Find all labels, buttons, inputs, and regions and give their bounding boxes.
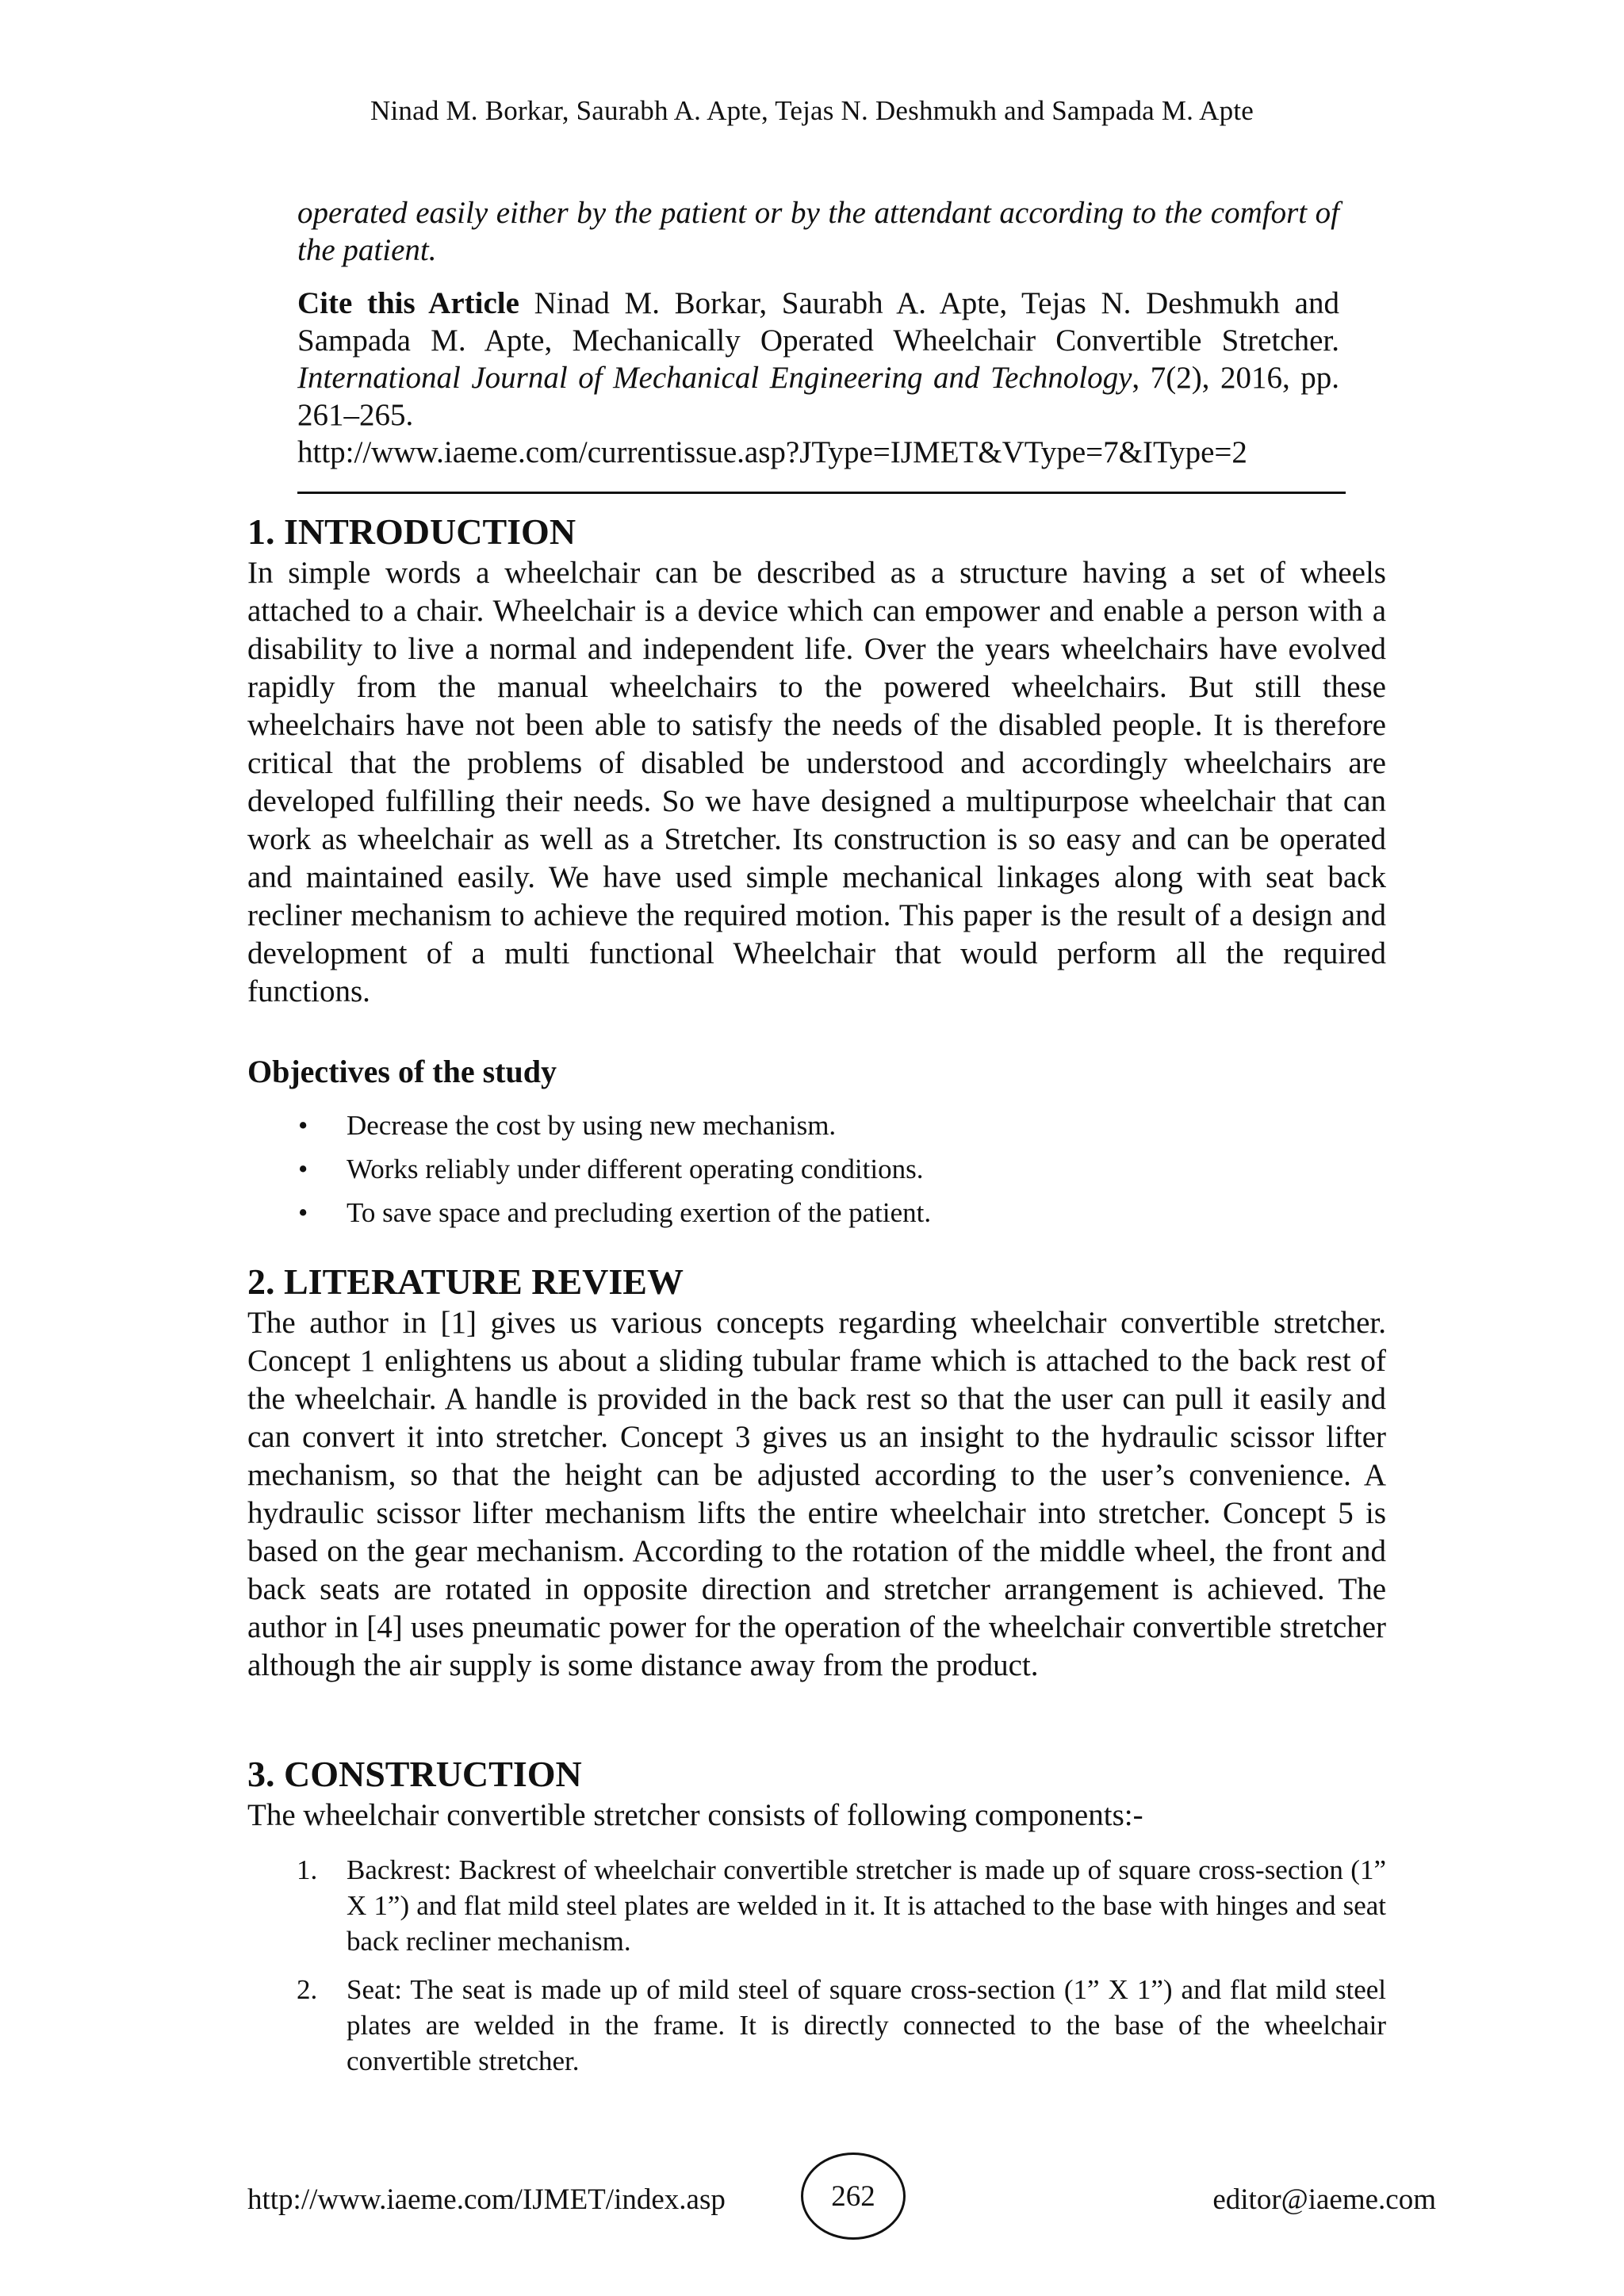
- objective-text: To save space and precluding exertion of the patient.: [347, 1197, 932, 1228]
- citation-label: Cite this Article: [297, 286, 519, 320]
- component-text: Seat: The seat is made up of mild steel of square cross-section (1” X 1”) and flat mild steel plates are welded in the frame. It is directly connected to the base of the wheelchair convertible stretcher.: [347, 1974, 1386, 2076]
- construction-heading: 3. CONSTRUCTION: [247, 1754, 582, 1794]
- introduction-heading: 1. INTRODUCTION: [247, 511, 576, 552]
- bullet-icon: •: [298, 1154, 308, 1184]
- footer-url-link[interactable]: http://www.iaeme.com/IJMET/index.asp: [247, 2183, 726, 2216]
- objective-text: Decrease the cost by using new mechanism.: [347, 1110, 837, 1141]
- page-number-badge: [801, 2152, 906, 2240]
- list-item: [247, 1972, 1386, 2079]
- bullet-icon: •: [298, 1110, 308, 1141]
- list-item: [247, 1153, 1386, 1186]
- citation-journal: International Journal of Mechanical Engineering and Technology: [297, 361, 1132, 395]
- introduction-section: [247, 510, 1386, 1011]
- component-text: Backrest: Backrest of wheelchair convertible stretcher is made up of square cross-section (1” X 1”) and flat mild steel plates are welded in it. It is attached to the base with hinges and seat back recliner mechanism.: [347, 1854, 1386, 1957]
- introduction-text: In simple words a wheelchair can be described as a structure having a set of wheels attached to a chair. Wheelchair is a device which can empower and enable a person with a disability to live a normal and independent life. Over the years wheelchairs have evolved rapidly from the manual wheelchairs to the powered wheelchairs. But still these wheelchairs have not been able to satisfy the needs of the disabled people. It is therefore critical that the problems of disabled be understood and accordingly wheelchairs are developed fulfilling their needs. So we have designed a multipurpose wheelchair that can work as wheelchair as well as a Stretcher. Its construction is so easy and can be operated and maintained easily. We have used simple mechanical linkages along with seat back recliner mechanism to achieve the required motion. This paper is the result of a design and development of a multi functional Wheelchair that would perform all the required functions.: [247, 556, 1386, 1008]
- item-number: 2.: [297, 1974, 318, 2005]
- bullet-icon: •: [298, 1197, 308, 1228]
- list-item: [247, 1196, 1386, 1230]
- citation-details: , 7(2), 2016, pp. 261–265.: [297, 361, 1339, 432]
- item-number: 1.: [297, 1854, 318, 1885]
- literature-section: [247, 1260, 1386, 1685]
- objective-text: Works reliably under different operating conditions.: [347, 1154, 924, 1184]
- page-footer: [0, 2152, 1624, 2240]
- construction-intro: The wheelchair convertible stretcher consists of following components:-: [247, 1798, 1143, 1832]
- footer-email-link[interactable]: editor@iaeme.com: [1212, 2183, 1436, 2216]
- components-list: [247, 1852, 1386, 2079]
- running-head: Ninad M. Borkar, Saurabh A. Apte, Tejas N. Deshmukh and Sampada M. Apte: [370, 95, 1254, 126]
- literature-text: The author in [1] gives us various concepts regarding wheelchair convertible stretcher. Concept 1 enlightens us about a sliding tubular frame which is attached to the back rest of the wheelchair. A handle is provided in the back rest so that the user can pull it easily and can convert it into stretcher. Concept 3 gives us an insight to the hydraulic scissor lifter mechanism, so that the height can be adjusted according to the user’s convenience. A hydraulic scissor lifter mechanism lifts the entire wheelchair into stretcher. Concept 5 is based on the gear mechanism. According to the rotation of the middle wheel, the front and back seats are rotated in opposite direction and stretcher arrangement is achieved. The author in [4] uses pneumatic power for the operation of the wheelchair convertible stretcher although the air supply is some distance away from the product.: [247, 1306, 1386, 1682]
- objectives-list: [247, 1109, 1386, 1230]
- citation-divider: [297, 492, 1346, 494]
- list-item: [247, 1852, 1386, 1959]
- abstract-block: [297, 194, 1339, 471]
- page-number: 262: [831, 2179, 875, 2213]
- construction-section: [247, 1752, 1386, 2091]
- abstract-tail: operated easily either by the patient or by the attendant according to the comfort of the patient.: [297, 196, 1339, 267]
- citation: [297, 285, 1339, 471]
- objectives-heading: Objectives of the study: [247, 1054, 557, 1089]
- citation-text: Ninad M. Borkar, Saurabh A. Apte, Tejas N. Deshmukh and Sampada M. Apte, Mechanically Operated Wheelchair Convertible Stretcher.: [297, 286, 1339, 358]
- literature-heading: 2. LITERATURE REVIEW: [247, 1261, 684, 1302]
- list-item: [247, 1109, 1386, 1142]
- citation-url[interactable]: http://www.iaeme.com/currentissue.asp?JType=IJMET&VType=7&IType=2: [297, 435, 1247, 469]
- objectives-section: [247, 1052, 1386, 1240]
